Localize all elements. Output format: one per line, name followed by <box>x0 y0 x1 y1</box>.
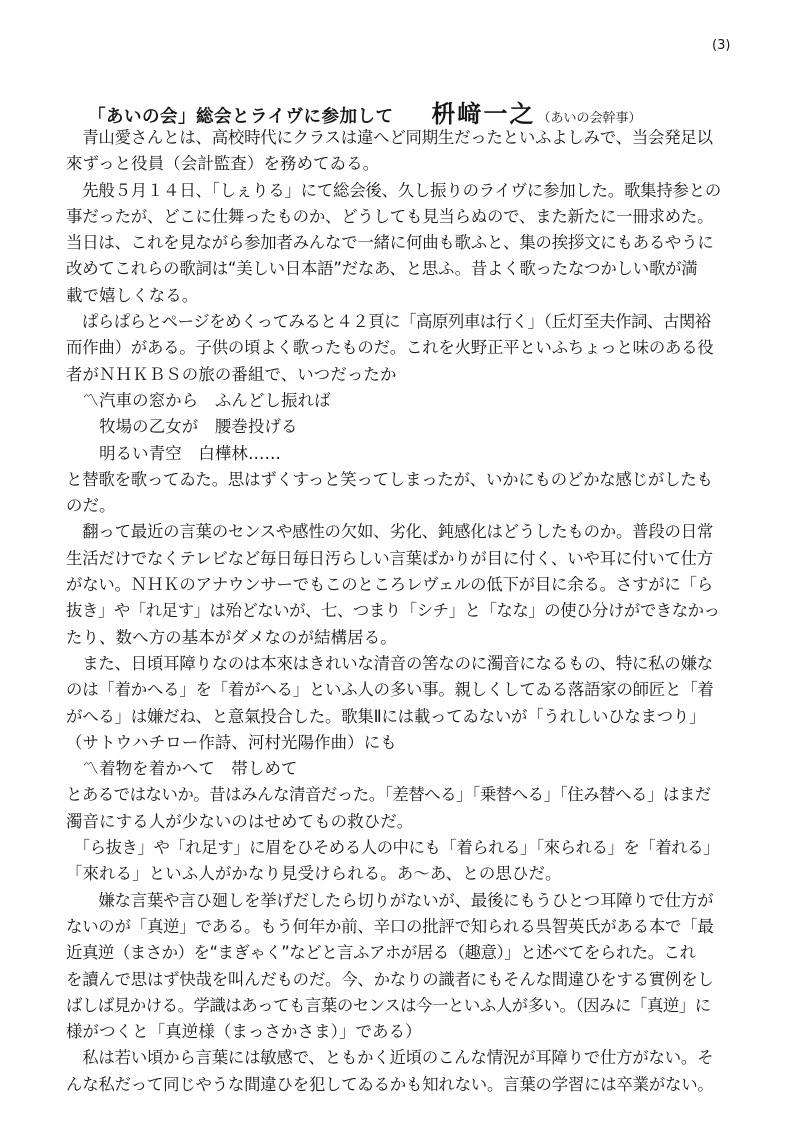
article-title: 「あいの会」総会とライヴに参加して <box>88 107 394 127</box>
body-line: 改めてこれらの歌詞は“美しい日本語”だなあ、と思ふ。昔よく歌ったなつかしい歌が満 <box>66 259 698 279</box>
body-line: と替歌を歌ってゐた。思はずくすっと笑ってしまったが、いかにものどかな感じがしたも <box>66 469 713 489</box>
article-header <box>88 94 728 128</box>
body-line: 而作曲）がある。子供の頃よく歌ったものだ。これを火野正平といふちょっと味のある役 <box>66 338 714 358</box>
body-line: 当日は、これを見ながら参加者みんなで一緒に何曲も歌ふと、集の挨拶文にもあるやうに <box>66 233 714 253</box>
page-number: (3) <box>712 38 731 53</box>
body-line: 「來れる」といふ人がかなり見受けられる。あ～あ、との思ひだ。 <box>66 864 562 884</box>
body-line: 濁音にする人が少ないのはせめてもの救ひだ。 <box>66 811 414 831</box>
body-line: 私は若い頃から言葉には敏感で、ともかく近頃のこんな情況が耳障りで仕方がない。そ <box>66 1048 714 1068</box>
body-line: （サトウハチロー作詩、河村光陽作曲）にも <box>66 732 397 752</box>
lyric-line: 牧場の乙女が 腰巻投げる <box>66 417 298 437</box>
body-line: 者がＮＨＫＢＳの旅の番組で、いつだったか <box>66 364 397 384</box>
body-line: たり、数へ方の基本がダメなのが結構居る。 <box>66 627 397 647</box>
author-role: （あいの会幹事） <box>537 111 642 126</box>
body-line: 様がつくと「真逆様（まっさかさま）」である） <box>66 1022 422 1042</box>
body-line: ばしば見かける。学識はあっても言葉のセンスは今一といふ人が多い。（因みに「真逆」に <box>66 995 711 1015</box>
body-line: 「ら抜き」や「れ足す」に眉をひそめる人の中にも「着られる」「來られる」を「着れる」 <box>66 838 720 858</box>
body-line: がへる」は嫌だね、と意氣投合した。歌集Ⅱには載ってゐないが「うれしいひなまつり」 <box>66 706 706 726</box>
body-line: 抜き」や「れ足す」は殆どないが、七、つまり「シチ」と「なな」の使ひ分けができなかっ <box>66 601 720 621</box>
lyric-line: 〽汽車の窓から ふんどし振れば <box>66 390 331 410</box>
lyric-line: 〽着物を着かへて 帯しめて <box>66 759 298 779</box>
lyric-line: 明るい青空 白樺林…… <box>66 443 282 463</box>
body-line: また、日頃耳障りなのは本來はきれいな清音の筈なのに濁音になるもの、特に私の嫌な <box>66 653 713 673</box>
body-line: のは「着かへる」を「着がへる」といふ人の多い事。親しくしてゐる落語家の師匠と「着 <box>66 680 714 700</box>
body-line: とあるではないか。昔はみんな清音だった。「差替へる」「乗替へる」「住み替へる」はまだ <box>66 785 711 805</box>
body-line: 青山愛さんとは、高校時代にクラスは違へど同期生だったといふよしみで、当会発足以 <box>66 128 713 147</box>
body-line: ないのが「真逆」である。もう何年か前、辛口の批評で知られる呉智英氏がある本で「最 <box>66 916 714 936</box>
body-line: のだ。 <box>66 496 116 516</box>
body-line: 載で嬉しくなる。 <box>66 285 199 305</box>
author-name: 枡﨑一之 <box>431 99 536 128</box>
body-line: ぱらぱらとページをめくってみると４２頁に「高原列車は行く」（丘灯至夫作詞、古関裕 <box>66 312 711 332</box>
body-line: を讀んで思はず快哉を叫んだものだ。今、かなりの識者にもそんな間違ひをする實例をし <box>66 969 714 989</box>
body-line: 來ずっと役員（会計監査）を務めてゐる。 <box>66 154 380 174</box>
body-line: 生活だけでなくテレビなど毎日毎日汚らしい言葉ばかりが目に付く、いや耳に付いて仕方 <box>66 548 713 568</box>
body-line: 翻って最近の言葉のセンスや感性の欠如、劣化、鈍感化はどうしたものか。普段の日常 <box>66 522 714 542</box>
body-line: 嫌な言葉や言ひ廻しを挙げだしたら切りがないが、最後にもうひとつ耳障りで仕方が <box>66 890 714 910</box>
body-line: 先般５月１４日、「しぇりる」にて総会後、久し振りのライヴに参加した。歌集持参との <box>66 180 722 200</box>
body-line: 事だったが、どこに仕舞ったものか、どうしても見当らぬので、また新たに一冊求めた。 <box>66 206 714 226</box>
body-line: がない。ＮＨＫのアナウンサーでもこのところレヴェルの低下が目に余る。さすがに「ら <box>66 575 713 595</box>
body-line: んな私だって同じやうな間違ひを犯してゐるかも知れない。言葉の学習には卒業がない。 <box>66 1074 714 1094</box>
body-line: 近真逆（まさか）を“まぎゃく”などと言ふアホが居る（趣意）」と述べてをられた。これ <box>66 943 696 963</box>
article-body <box>66 125 742 1098</box>
